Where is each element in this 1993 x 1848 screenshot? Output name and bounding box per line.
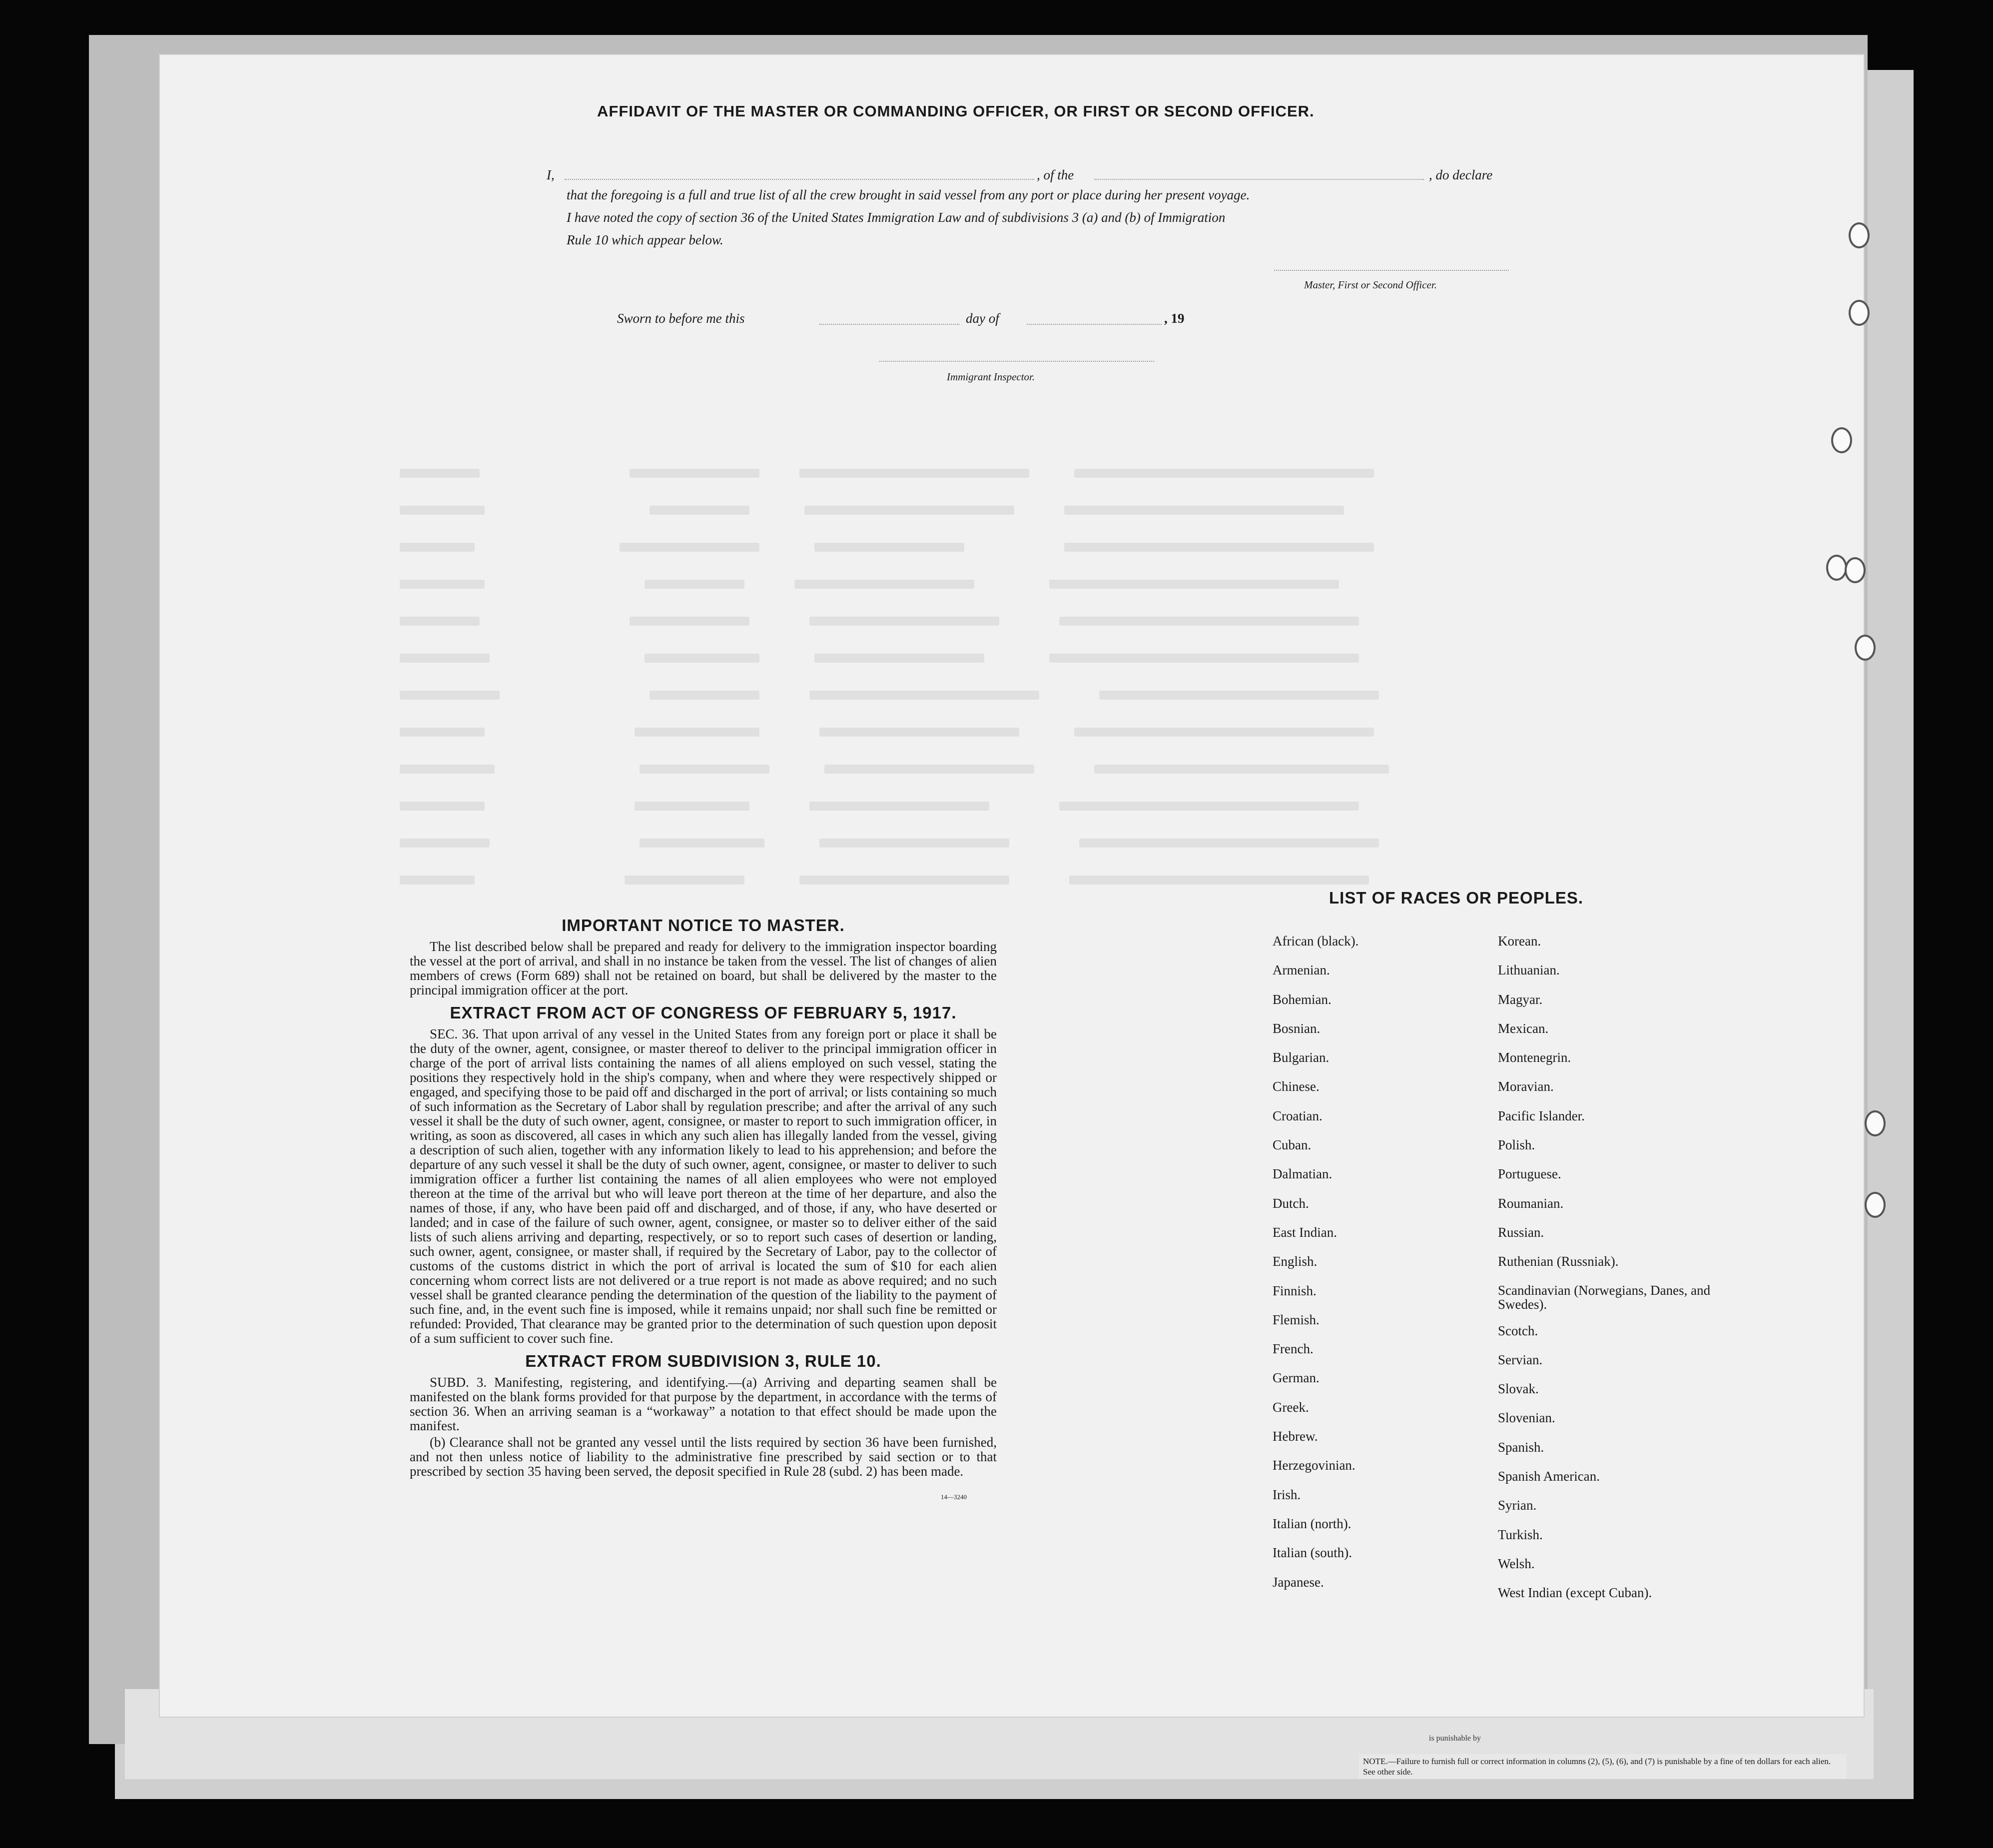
race-item: Mexican. [1498, 1020, 1549, 1036]
act-extract-heading: EXTRACT FROM ACT OF CONGRESS OF FEBRUARY 5, 1917. [450, 1003, 957, 1022]
race-item: West Indian (except Cuban). [1498, 1585, 1652, 1601]
race-item: Magyar. [1498, 991, 1543, 1007]
race-item: Syrian. [1498, 1498, 1537, 1513]
sworn-label: Sworn to before me this [617, 311, 745, 326]
year-label: , 19 [1164, 311, 1185, 326]
day-blank-line [819, 324, 959, 325]
race-item: Turkish. [1498, 1527, 1543, 1542]
race-item: African (black). [1273, 933, 1359, 948]
binder-hole [1831, 427, 1852, 453]
race-item: Greek. [1273, 1399, 1309, 1415]
race-item: Servian. [1498, 1352, 1543, 1367]
race-item: Spanish American. [1498, 1469, 1600, 1484]
show-through-rows [395, 455, 1844, 899]
signature-label: Master, First or Second Officer. [1304, 279, 1437, 291]
race-item: Slovenian. [1498, 1410, 1555, 1426]
race-item: Spanish. [1498, 1439, 1544, 1455]
affidavit-i-label: I, [547, 167, 555, 182]
race-item: Lithuanian. [1498, 962, 1560, 978]
race-item: Scandinavian (Norwegians, Danes, and Swedes). [1498, 1282, 1711, 1312]
affidavit-statement-line: that the foregoing is a full and true list of all the crew brought in said vessel from any port or place during her present voyage. [567, 187, 1250, 202]
affidavit-of-the-label: , of the [1037, 167, 1074, 182]
notice-column [410, 912, 997, 1504]
binder-hole [1845, 557, 1866, 583]
notice-body: The list described below shall be prepared and ready for delivery to the immigration inspector boarding the vessel at the port of arrival, and shall in no instance be taken from the vessel. The list of changes of alien members of crews (Form 689) shall not be retained on board, but shall be delivered by the master to the principal immigration officer at the port. [410, 939, 997, 997]
race-item: Japanese. [1273, 1574, 1324, 1590]
race-item: German. [1273, 1370, 1320, 1386]
binder-hole [1826, 555, 1847, 581]
race-item: Herzegovinian. [1273, 1458, 1355, 1473]
race-item: Portuguese. [1498, 1166, 1561, 1182]
race-item: Moravian. [1498, 1079, 1554, 1094]
rule-extract-para-a: SUBD. 3. Manifesting, registering, and identifying.—(a) Arriving and departing seamen shall be manifested on the blank forms provided for that purpose by the department, in accordance with the terms of section 36. When an arriving seaman is a “workaway” a notation to that effect should be made upon the manifest. [410, 1375, 997, 1433]
signature-blank-line [1274, 270, 1509, 271]
race-item: Polish. [1498, 1137, 1535, 1153]
race-item: Montenegrin. [1498, 1050, 1571, 1065]
race-item: Irish. [1273, 1487, 1301, 1502]
binder-hole [1855, 635, 1876, 661]
binder-hole [1849, 222, 1870, 248]
affidavit-statement-line: Rule 10 which appear below. [567, 232, 723, 247]
race-item: Hebrew. [1273, 1429, 1318, 1444]
underlying-footnote-fragment: is punishable by [1429, 1734, 1481, 1743]
race-item: Armenian. [1273, 962, 1330, 978]
races-heading: LIST OF RACES OR PEOPLES. [1329, 889, 1584, 907]
race-item: Welsh. [1498, 1556, 1535, 1571]
day-of-label: day of [966, 311, 999, 326]
race-item: Dutch. [1273, 1195, 1309, 1211]
races-column-1 [1273, 933, 1358, 1604]
rule-extract-heading: EXTRACT FROM SUBDIVISION 3, RULE 10. [525, 1352, 881, 1370]
race-item: Russian. [1498, 1224, 1544, 1240]
race-item: Italian (south). [1273, 1545, 1352, 1561]
race-item: East Indian. [1273, 1224, 1337, 1240]
month-blank-line [1027, 324, 1162, 325]
vessel-blank-line [1094, 179, 1424, 180]
race-item: Bosnian. [1273, 1020, 1321, 1036]
inspector-blank-line [879, 361, 1154, 362]
binder-hole [1865, 1192, 1886, 1218]
notice-heading: IMPORTANT NOTICE TO MASTER. [562, 916, 845, 934]
race-item: Bulgarian. [1273, 1050, 1329, 1065]
race-item: Finnish. [1273, 1283, 1317, 1298]
inspector-label: Immigrant Inspector. [947, 371, 1035, 383]
race-item: French. [1273, 1341, 1314, 1357]
race-item: Flemish. [1273, 1312, 1320, 1327]
name-blank-line [565, 179, 1034, 180]
race-item: Ruthenian (Russniak). [1498, 1254, 1619, 1269]
binder-hole [1865, 1110, 1886, 1136]
binder-hole [1849, 300, 1870, 326]
race-item: Chinese. [1273, 1079, 1320, 1094]
affidavit-do-declare-label: , do declare [1429, 167, 1493, 182]
race-item: Bohemian. [1273, 991, 1331, 1007]
race-item: Cuban. [1273, 1137, 1312, 1153]
race-item: Scotch. [1498, 1323, 1538, 1338]
affidavit-statement-line: I have noted the copy of section 36 of the United States Immigration Law and of subdivisions 3 (a) and (b) of Immigration [567, 210, 1226, 225]
race-item: Roumanian. [1498, 1195, 1564, 1211]
race-item: Italian (north). [1273, 1516, 1351, 1531]
race-item: Dalmatian. [1273, 1166, 1332, 1182]
race-item: Pacific Islander. [1498, 1108, 1585, 1123]
form-number: 14—3240 [941, 1493, 967, 1501]
race-item: English. [1273, 1254, 1318, 1269]
race-item: Slovak. [1498, 1381, 1539, 1397]
races-column-2 [1498, 933, 1718, 1615]
race-item: Croatian. [1273, 1108, 1323, 1123]
race-item: Korean. [1498, 933, 1541, 948]
rule-extract-para-b: (b) Clearance shall not be granted any vessel until the lists required by section 36 have been furnished, and not then unless notice of liability to the administrative fine prescribed by said section or to that prescribed by section 35 having been served, the deposit specified in Rule 28 (subd. 2) has been made. [410, 1435, 997, 1479]
affidavit-title: AFFIDAVIT OF THE MASTER OR COMMANDING OFFICER, OR FIRST OR SECOND OFFICER. [597, 102, 1315, 120]
act-extract-body: SEC. 36. That upon arrival of any vessel in the United States from any foreign port or place it shall be the duty of the owner, agent, consignee, or master thereof to deliver to the principal immigration officer in charge of the port of arrival lists containing the names of all aliens employed on such vessel, stating the positions they respectively hold in the ship's company, when and where they were respectively shipped or engaged, and specifying those to be paid off and discharged in the port of arrival; or lists containing so much of such information as the Secretary of Labor shall by regulation prescribe; and after the arrival of any such vessel it shall be the duty of such owner, agent, consignee, or master to report to such immigration officer, in writing, as soon as discovered, all cases in which any such alien has illegally landed from the vessel, giving a description of such alien, together with any information likely to lead to his apprehension; and before the departure of any such vessel it shall be the duty of such owner, agent, consignee, or master to deliver to such immigration officer a further list containing the names of all alien employees who were not employed thereon at the time of the arrival but who will leave port thereon at the time of her departure, and also the names of those, if any, who have been paid off and discharged, and of those, if any, who have deserted or landed; and in case of the failure of such owner, agent, consignee, or master so to deliver either of the said lists of such aliens arriving and departing, respectively, or so to report such cases of desertion or landing, such owner, agent, consignee, or master shall, if required by the Secretary of Labor, pay to the collector of customs of the customs district in which the port of arrival is located the sum of $10 for each alien concerning whom correct lists are not delivered or a true report is not made as above required; and no such vessel shall be granted clearance pending the determination of the question of the liability to the payment of such fine, and, in the event such fine is imposed, while it remains unpaid; nor shall such fine be remitted or refunded: Provided, That clearance may be granted prior to the determination of such question upon deposit of a sum sufficient to cover such fine. [410, 1026, 997, 1346]
underlying-footnote: NOTE.—Failure to furnish full or correct information in columns (2), (5), (6), and (7) is punishable by a fine of ten dollars for each alien. See other side. [1359, 1754, 1847, 1779]
